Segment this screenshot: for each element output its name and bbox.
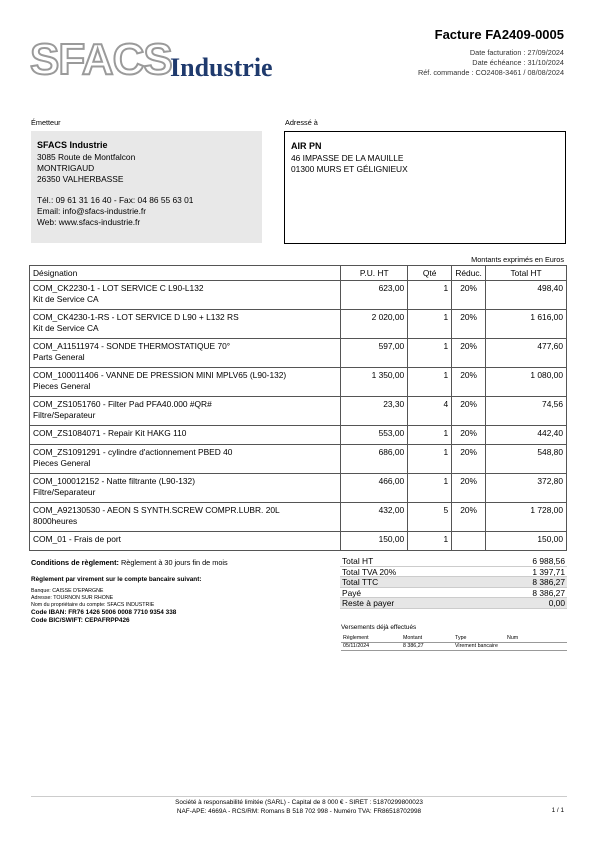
- item-total: 548,80: [486, 445, 567, 474]
- item-ref: COM_CK2230-1 - LOT SERVICE C L90-L132: [33, 283, 204, 293]
- payment-amount: 8 386,27: [401, 642, 453, 650]
- item-category: Filtre/Separateur: [33, 409, 96, 420]
- item-discount: [452, 532, 486, 551]
- table-row: [30, 426, 567, 445]
- item-quantity: 1: [408, 445, 452, 474]
- footer-divider: [31, 796, 567, 797]
- recipient-address-2: 01300 MURS ET GÉLIGNIEUX: [291, 164, 408, 175]
- item-discount: 20%: [452, 503, 486, 532]
- item-ref: COM_01 - Frais de port: [33, 534, 121, 544]
- table-row: [30, 281, 567, 310]
- total-ht-row: [340, 556, 567, 567]
- paid-label: Payé: [342, 587, 362, 598]
- item-total: 74,56: [486, 397, 567, 426]
- paid-row: [340, 588, 567, 599]
- item-quantity: 1: [408, 426, 452, 445]
- item-category: 8000heures: [33, 515, 78, 526]
- page-number: 1 / 1: [551, 807, 564, 814]
- item-total: 442,40: [486, 426, 567, 445]
- item-unit-price: 686,00: [341, 445, 408, 474]
- table-row: [30, 339, 567, 368]
- payment-conditions-value: Règlement à 30 jours fin de mois: [121, 558, 228, 567]
- payments-title: Versements déjà effectués: [341, 624, 417, 631]
- payments-col-num: Num: [505, 634, 567, 642]
- item-quantity: 1: [408, 281, 452, 310]
- item-ref: COM_A11511974 - SONDE THERMOSTATIQUE 70°: [33, 341, 231, 351]
- remaining-value: 0,00: [548, 598, 565, 608]
- item-discount: 20%: [452, 339, 486, 368]
- item-category: Pieces General: [33, 457, 91, 468]
- total-tva-label: Total TVA 20%: [342, 566, 397, 577]
- paid-value: 8 386,27: [532, 587, 565, 598]
- totals-block: [340, 556, 567, 609]
- item-discount: 20%: [452, 445, 486, 474]
- table-row: [30, 368, 567, 397]
- emitter-box: [31, 131, 262, 243]
- item-unit-price: 432,00: [341, 503, 408, 532]
- invoice-header: [418, 27, 564, 78]
- item-ref: COM_A92130530 - AEON S SYNTH.SCREW COMPR.LUBR. 20L: [33, 505, 280, 515]
- item-total: 372,80: [486, 474, 567, 503]
- bic-swift: Code BIC/SWIFT: CEPAFRPP426: [31, 617, 130, 624]
- emitter-web: Web: www.sfacs-industrie.fr: [37, 217, 141, 228]
- table-row: [30, 310, 567, 339]
- item-ref: COM_ZS1091291 - cylindre d'actionnement PBED 40: [33, 447, 233, 457]
- item-unit-price: 150,00: [341, 532, 408, 551]
- item-ref: COM_ZS1084071 - Repair Kit HAKG 110: [33, 428, 187, 438]
- bank-details: [31, 588, 176, 625]
- legal-footer: [31, 799, 567, 816]
- item-total: 477,60: [486, 339, 567, 368]
- item-category: Kit de Service CA: [33, 293, 99, 304]
- item-unit-price: 623,00: [341, 281, 408, 310]
- col-designation: Désignation: [30, 266, 341, 281]
- total-ht-value: 6 988,56: [532, 556, 565, 566]
- payments-header-row: [341, 634, 567, 642]
- item-total: 1 616,00: [486, 310, 567, 339]
- invoice-title: Facture FA2409-0005: [434, 27, 564, 42]
- payment-date: 05/11/2024: [341, 642, 401, 650]
- company-logo: [30, 34, 290, 84]
- item-quantity: 4: [408, 397, 452, 426]
- recipient-name: AIR PN: [291, 141, 322, 151]
- item-total: 150,00: [486, 532, 567, 551]
- invoice-order-ref: Réf. commande : CO2408-3461 / 08/08/2024: [417, 68, 564, 77]
- recipient-label: Adressé à: [285, 118, 318, 127]
- payments-col-amount: Montant: [401, 634, 453, 642]
- iban: Code IBAN: FR76 1426 5006 0008 7710 9354 338: [31, 609, 177, 616]
- table-row: [30, 474, 567, 503]
- payments-col-type: Type: [453, 634, 505, 642]
- table-row: [30, 397, 567, 426]
- payments-col-date: Règlement: [341, 634, 401, 642]
- item-ref: COM_100011406 - VANNE DE PRESSION MINI MPLV65 (L90-132): [33, 370, 287, 380]
- total-ttc-row: [340, 577, 567, 588]
- payment-num: [505, 642, 567, 650]
- emitter-email: Email: info@sfacs-industrie.fr: [37, 205, 147, 216]
- account-owner: Nom du propriétaire du compte: SFACS INDUSTRIE: [31, 602, 155, 608]
- remaining-row: [340, 598, 567, 609]
- item-ref: COM_100012152 - Natte filtrante (L90-132): [33, 476, 196, 486]
- payment-row: [341, 642, 567, 650]
- table-row: [30, 445, 567, 474]
- emitter-label: Émetteur: [31, 118, 61, 127]
- item-quantity: 1: [408, 310, 452, 339]
- col-total: Total HT: [486, 266, 567, 281]
- svg-text:Industrie: Industrie: [170, 53, 273, 82]
- total-tva-row: [340, 567, 567, 578]
- payment-type: Virement bancaire: [453, 642, 505, 650]
- payment-conditions-label: Conditions de règlement:: [31, 558, 119, 567]
- total-ttc-value: 8 386,27: [532, 577, 565, 587]
- items-header-row: [30, 266, 567, 281]
- emitter-name: SFACS Industrie: [37, 140, 108, 150]
- item-quantity: 1: [408, 474, 452, 503]
- total-tva-value: 1 397,71: [532, 566, 565, 577]
- invoice-date: Date facturation : 27/09/2024: [469, 48, 564, 57]
- col-unit-price: P.U. HT: [341, 266, 408, 281]
- total-ht-label: Total HT: [342, 556, 374, 566]
- table-row: [30, 532, 567, 551]
- item-total: 1 728,00: [486, 503, 567, 532]
- item-discount: 20%: [452, 368, 486, 397]
- item-unit-price: 597,00: [341, 339, 408, 368]
- item-discount: 20%: [452, 397, 486, 426]
- svg-text:SFACS: SFACS: [30, 35, 172, 84]
- items-table: [29, 265, 567, 551]
- item-discount: 20%: [452, 310, 486, 339]
- recipient-box: [284, 131, 566, 244]
- item-category: Parts General: [33, 351, 85, 362]
- item-category: Filtre/Separateur: [33, 486, 96, 497]
- remaining-label: Reste à payer: [342, 598, 395, 608]
- item-category: Pieces General: [33, 380, 91, 391]
- item-unit-price: 2 020,00: [341, 310, 408, 339]
- item-unit-price: 23,30: [341, 397, 408, 426]
- item-quantity: 1: [408, 339, 452, 368]
- emitter-phone: Tél.: 09 61 31 16 40 - Fax: 04 86 55 63 01: [37, 194, 194, 205]
- total-ttc-label: Total TTC: [342, 577, 379, 587]
- invoice-due-date: Date échéance : 31/10/2024: [472, 58, 564, 67]
- col-discount: Réduc.: [452, 266, 486, 281]
- item-category: Kit de Service CA: [33, 322, 99, 333]
- item-quantity: 1: [408, 368, 452, 397]
- item-unit-price: 553,00: [341, 426, 408, 445]
- bank-transfer-title: Règlement par virement sur le compte bancaire suivant:: [31, 576, 202, 583]
- emitter-address-1: 3085 Route de Montfalcon: [37, 152, 136, 162]
- item-discount: 20%: [452, 281, 486, 310]
- bank-address: Adresse: TOURNON SUR RHONE: [31, 595, 114, 601]
- item-discount: 20%: [452, 426, 486, 445]
- payment-conditions: [31, 558, 228, 567]
- item-quantity: 1: [408, 532, 452, 551]
- item-ref: COM_ZS1051760 - Filter Pad PFA40.000 #QR#: [33, 399, 212, 409]
- legal-line-2: NAF-APE: 4669A - RCS/RM: Romans B 518 702 998 - Numéro TVA: FR86518702998: [176, 807, 422, 815]
- bank-name: Banque: CAISSE D'EPARGNE: [31, 588, 104, 594]
- recipient-address-1: 46 IMPASSE DE LA MAUILLE: [291, 153, 404, 163]
- item-quantity: 5: [408, 503, 452, 532]
- currency-note: Montants exprimés en Euros: [471, 255, 564, 264]
- item-unit-price: 466,00: [341, 474, 408, 503]
- payments-table: [341, 634, 567, 651]
- col-quantity: Qté: [408, 266, 452, 281]
- emitter-address-2: MONTRIGAUD: [37, 163, 95, 174]
- item-total: 1 080,00: [486, 368, 567, 397]
- legal-line-1: Société à responsabilité limitée (SARL) - Capital de 8 000 € - SIRET : 51870299800023: [175, 799, 423, 806]
- item-discount: 20%: [452, 474, 486, 503]
- item-total: 498,40: [486, 281, 567, 310]
- table-row: [30, 503, 567, 532]
- emitter-address-3: 26350 VALHERBASSE: [37, 174, 124, 185]
- item-unit-price: 1 350,00: [341, 368, 408, 397]
- item-ref: COM_CK4230-1-RS - LOT SERVICE D L90 + L132 RS: [33, 312, 239, 322]
